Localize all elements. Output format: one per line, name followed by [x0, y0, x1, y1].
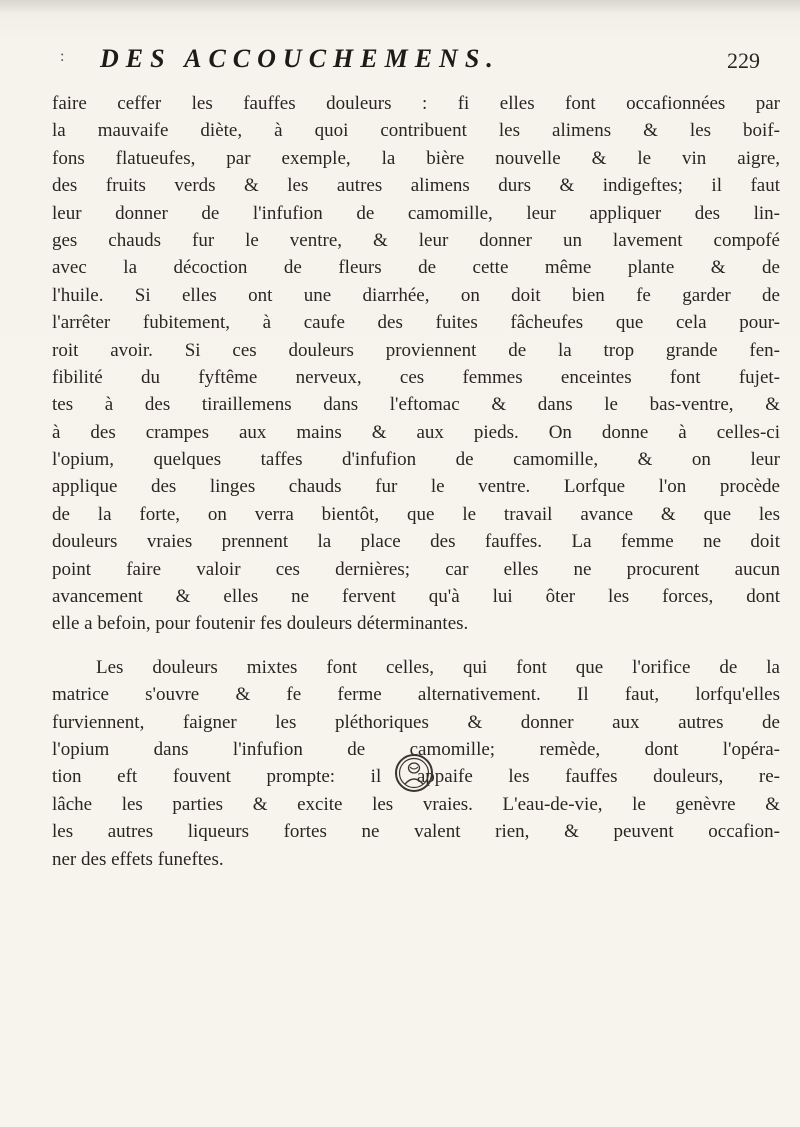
text-line: tion eft fouvent prompte: il appaife les fauffes douleurs, re-: [52, 766, 780, 788]
text-line: elle a befoin, pour foutenir fes douleurs déterminantes.: [52, 613, 469, 635]
text-line: à des crampes aux mains & aux pieds. On donne à celles-ci: [52, 421, 780, 443]
text-line: fons flatueufes, par exemple, la bière nouvelle & le vin aigre,: [52, 147, 780, 169]
text-line: matrice s'ouvre & fe ferme alternativement. Il faut, lorfqu'elles: [52, 684, 780, 706]
running-head-title: DES ACCOUCHEMENS.: [100, 44, 500, 73]
paragraph-gap: [52, 638, 780, 654]
text-line: l'arrêter fubitement, à caufe des fuites fâcheufes que cela pour-: [52, 312, 780, 334]
text-line: Les douleurs mixtes font celles, qui font que l'orifice de la: [96, 656, 780, 678]
text-line: fibilité du fyftême nerveux, ces femmes enceintes font fujet-: [52, 366, 780, 388]
text-line: l'huile. Si elles ont une diarrhée, on doit bien fe garder de: [52, 284, 780, 306]
paragraph: [52, 90, 780, 638]
page-number: 229: [727, 48, 760, 73]
text-line: furviennent, faigner les pléthoriques & donner aux autres de: [52, 711, 780, 733]
page-edge-shadow: [0, 0, 800, 14]
text-line: applique des linges chauds fur le ventre. Lorfque l'on procède: [52, 476, 780, 498]
text-line: leur donner de l'infufion de camomille, leur appliquer des lin-: [52, 202, 780, 224]
head-mark: :: [60, 48, 65, 65]
text-line: les autres liqueurs fortes ne valent rien, & peuvent occafion-: [52, 821, 780, 843]
text-line: ner des effets funeftes.: [52, 848, 224, 870]
text-line: avancement & elles ne fervent qu'à lui ôter les forces, dont: [52, 586, 780, 608]
text-line: douleurs vraies prennent la place des fauffes. La femme ne doit: [52, 531, 780, 553]
text-line: lâche les parties & excite les vraies. L'eau-de-vie, le genèvre &: [52, 793, 780, 815]
text-line: ges chauds fur le ventre, & leur donner un lavement compofé: [52, 229, 780, 251]
text-line: la mauvaife diète, à quoi contribuent les alimens & les boif-: [52, 120, 780, 142]
library-stamp-icon: [394, 753, 434, 793]
text-line: faire ceffer les fauffes douleurs : fi elles font occafionnées par: [52, 93, 780, 114]
text-line: roit avoir. Si ces douleurs proviennent de la trop grande fen-: [52, 339, 780, 361]
text-line: l'opium, quelques taffes d'infufion de camomille, & on leur: [52, 449, 780, 471]
text-line: des fruits verds & les autres alimens durs & indigeftes; il faut: [52, 175, 780, 197]
text-line: tes à des tiraillemens dans l'eftomac & dans le bas-ventre, &: [52, 394, 780, 416]
text-line: l'opium dans l'infufion de camomille; remède, dont l'opéra-: [52, 738, 780, 760]
running-head: [60, 44, 760, 80]
text-line: avec la décoction de fleurs de cette même plante & de: [52, 257, 780, 279]
text-line: de la forte, on verra bientôt, que le travail avance & que les: [52, 503, 780, 525]
text-line: point faire valoir ces dernières; car elles ne procurent aucun: [52, 558, 780, 580]
